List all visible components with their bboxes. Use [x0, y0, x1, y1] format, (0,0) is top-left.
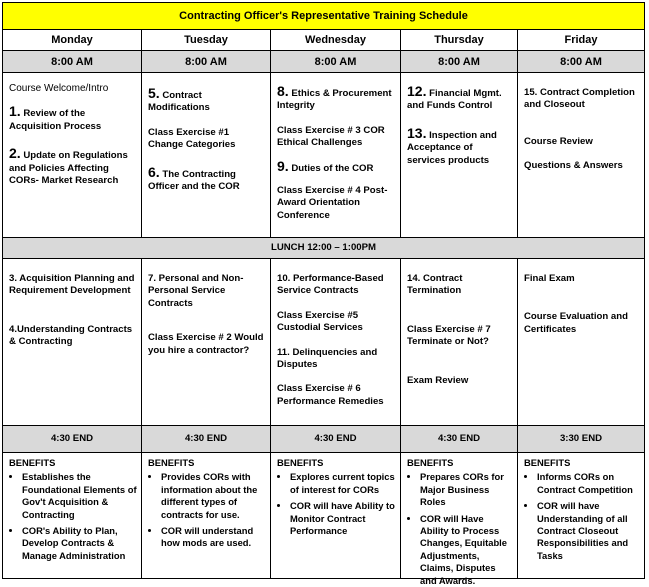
class-exercise-2: Class Exercise # 2 Would you hire a contractor?	[148, 332, 264, 356]
schedule-title: Contracting Officer's Representative Training Schedule	[2, 2, 645, 30]
session-2	[9, 147, 136, 187]
training-schedule-table	[2, 2, 645, 586]
benefit-item: • COR will have Ability to Monitor Contract Performance	[290, 500, 396, 537]
benefits-monday	[2, 453, 142, 579]
start-time-monday: 8:00 AM	[2, 51, 142, 73]
day-header-friday: Friday	[518, 30, 645, 51]
benefits-tuesday	[142, 453, 271, 579]
benefit-item: • Establishes the Foundational Elements of Gov't Acquisition & Contracting	[22, 471, 137, 521]
class-exercise-1: Class Exercise #1 Change Categories	[148, 126, 236, 151]
afternoon-sessions-wednesday	[271, 259, 401, 426]
session-12	[407, 85, 512, 113]
session-4: 4.Understanding Contracts & Contracting	[9, 323, 133, 348]
end-time-wednesday: 4:30 END	[271, 426, 401, 453]
start-time-friday: 8:00 AM	[518, 51, 645, 73]
morning-sessions-wednesday	[271, 73, 401, 238]
session-title: Update on Regulations and Policies Affecting CORs- Market Research	[9, 150, 128, 187]
benefit-item: • Provides CORs with information about the different types of contracts for use.	[161, 471, 266, 521]
session-9	[277, 157, 395, 175]
morning-sessions-thursday	[401, 73, 518, 238]
benefits-label: BENEFITS	[524, 457, 571, 468]
session-title: Duties of the COR	[291, 162, 374, 174]
afternoon-sessions-tuesday	[142, 259, 271, 426]
session-11: 11. Delinquencies and Disputes	[277, 346, 378, 371]
benefits-wednesday	[271, 453, 401, 579]
day-header-wednesday: Wednesday	[271, 30, 401, 51]
end-time-thursday: 4:30 END	[401, 426, 518, 453]
benefit-item: • Informs CORs on Contract Competition	[537, 471, 640, 496]
morning-sessions-friday	[518, 73, 645, 238]
session-6	[148, 163, 265, 194]
course-review: Course Review	[524, 135, 593, 147]
final-exam: Final Exam	[524, 273, 575, 284]
end-time-friday: 3:30 END	[518, 426, 645, 453]
day-header-monday: Monday	[2, 30, 142, 51]
benefits-thursday	[401, 453, 518, 586]
morning-sessions-monday	[2, 73, 142, 238]
session-number: 13.	[407, 124, 427, 141]
end-time-tuesday: 4:30 END	[142, 426, 271, 453]
benefits-label: BENEFITS	[277, 457, 324, 468]
benefits-list	[9, 471, 137, 562]
questions-answers: Questions & Answers	[524, 160, 623, 172]
session-5	[148, 87, 265, 115]
session-title: The Contracting Officer and the COR	[148, 168, 240, 193]
benefits-friday	[518, 453, 645, 579]
benefit-item: • COR will Have Ability to Process Changes, Equitable Adjustments, Claims, Disputes and Awards.	[420, 513, 513, 587]
session-number: 6.	[148, 163, 160, 180]
session-number: 5.	[148, 85, 160, 101]
end-time-monday: 4:30 END	[2, 426, 142, 453]
lunch-row: LUNCH 12:00 – 1:00PM	[2, 238, 645, 259]
day-header-thursday: Thursday	[401, 30, 518, 51]
benefit-item: • COR's Ability to Plan, Develop Contracts & Manage Administration	[22, 525, 137, 562]
class-exercise-4: Class Exercise # 4 Post-Award Orientation Conference	[277, 185, 388, 221]
course-evaluation: Course Evaluation and Certificates	[524, 311, 628, 335]
morning-sessions-tuesday	[142, 73, 271, 238]
exam-review: Exam Review	[407, 374, 469, 386]
class-exercise-6: Class Exercise # 6 Performance Remedies	[277, 383, 384, 407]
session-13	[407, 124, 512, 167]
session-number: 2.	[9, 145, 21, 162]
day-header-tuesday: Tuesday	[142, 30, 271, 51]
benefits-list	[277, 471, 396, 537]
session-number: 12.	[407, 83, 427, 99]
afternoon-sessions-monday	[2, 259, 142, 426]
session-14: 14. Contract Termination	[407, 273, 463, 297]
start-time-thursday: 8:00 AM	[401, 51, 518, 73]
afternoon-sessions-friday	[518, 259, 645, 426]
benefits-list	[524, 471, 640, 562]
benefit-item: • COR will understand how mods are used.	[161, 525, 266, 550]
session-title: Review of the Acquisition Process	[9, 108, 102, 132]
benefits-label: BENEFITS	[407, 457, 454, 468]
benefit-item: • COR will have Understanding of all Contract Closeout Responsibilities and Tasks	[537, 500, 640, 562]
course-welcome: Course Welcome/Intro	[9, 83, 109, 94]
session-3: 3. Acquisition Planning and Requirement Development	[9, 273, 135, 297]
session-10: 10. Performance-Based Service Contracts	[277, 273, 384, 297]
session-number: 8.	[277, 83, 289, 99]
benefits-label: BENEFITS	[148, 457, 195, 468]
class-exercise-7: Class Exercise # 7 Terminate or Not?	[407, 323, 491, 348]
session-title: Ethics & Procurement Integrity	[277, 88, 392, 112]
benefit-item: • Explores current topics of interest for CORs	[290, 471, 396, 496]
benefits-list	[148, 471, 266, 549]
start-time-wednesday: 8:00 AM	[271, 51, 401, 73]
session-1	[9, 105, 136, 133]
benefits-list	[407, 471, 513, 587]
class-exercise-5: Class Exercise #5 Custodial Services	[277, 309, 363, 334]
session-7: 7. Personal and Non-Personal Service Contracts	[148, 273, 244, 309]
session-title: Contract Modifications	[148, 90, 210, 114]
session-number: 1.	[9, 103, 21, 120]
session-15: 15. Contract Completion and Closeout	[524, 87, 635, 111]
session-title: Financial Mgmt. and Funds Control	[407, 88, 502, 112]
afternoon-sessions-thursday	[401, 259, 518, 426]
session-title: Inspection and Acceptance of services products	[407, 129, 497, 166]
benefit-item: • Prepares CORs for Major Business Roles	[420, 471, 513, 508]
start-time-tuesday: 8:00 AM	[142, 51, 271, 73]
session-number: 9.	[277, 157, 289, 174]
benefits-label: BENEFITS	[9, 457, 56, 468]
session-8	[277, 85, 395, 113]
class-exercise-3: Class Exercise # 3 COR Ethical Challenges	[277, 124, 385, 149]
